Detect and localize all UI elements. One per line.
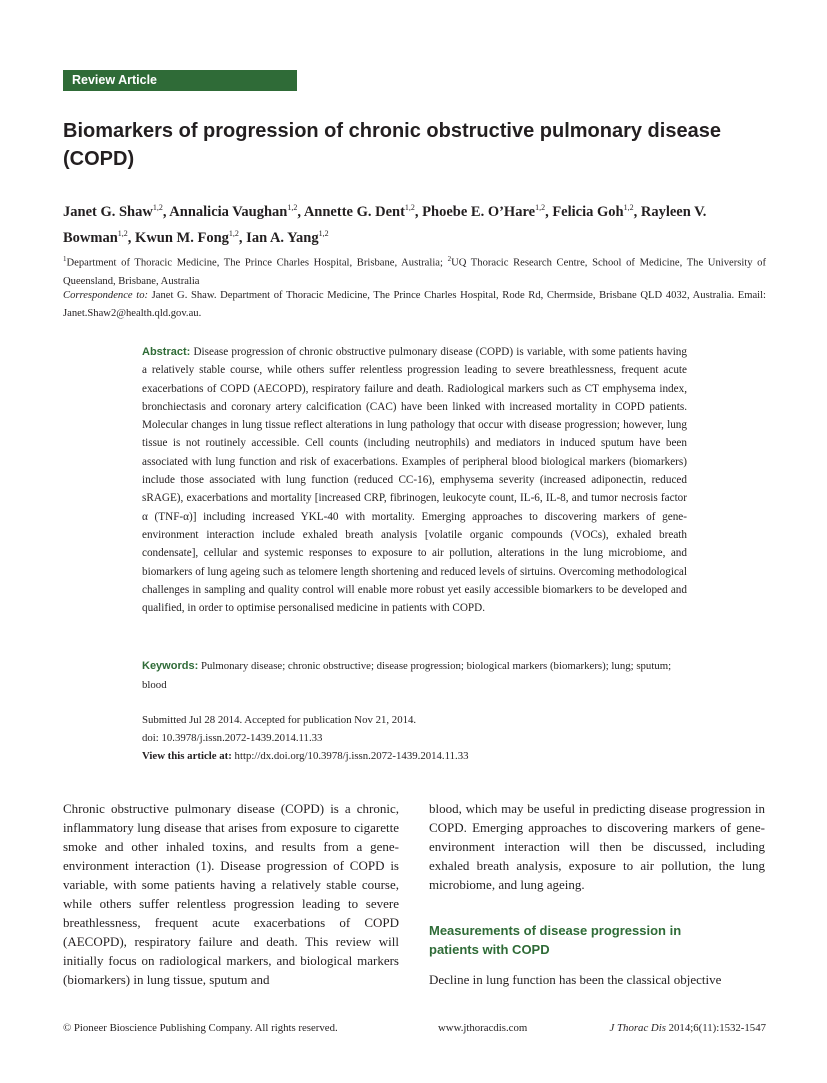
author-name: Annalicia Vaughan <box>169 203 288 220</box>
abstract <box>142 343 687 617</box>
view-article-label: View this article at: <box>142 750 232 762</box>
affiliation-2: UQ Thoracic Research Centre, School of Medicine, The University of Queensland, Brisbane, Australia <box>63 257 766 287</box>
author-name: Annette G. Dent <box>303 203 405 220</box>
keywords-label: Keywords: <box>142 660 199 672</box>
correspondence-label: Correspondence to: <box>63 290 149 301</box>
footer-journal-url[interactable]: www.jthoracdis.com <box>438 1022 528 1034</box>
abstract-label: Abstract: <box>142 346 191 358</box>
footer-citation <box>610 1021 766 1035</box>
keywords-text: Pulmonary disease; chronic obstructive; disease progression; biological markers (biomarkers); lung; sputum; blood <box>142 660 672 691</box>
abstract-text: Disease progression of chronic obstructive pulmonary disease (COPD) is variable, with some patients having a relatively stable course, while others suffer relentless progression leading to severe breathlessness, frequent acute exacerbations of COPD (AECOPD), respiratory failure and death. Radiological markers such as CT emphysema index, bronchiectasis and coronary artery calcification (CAC) have been linked with increased mortality in COPD patients. Molecular changes in lung tissue reflect alterations in lung pathology that occur with disease progression; however, lung tissue is not routinely accessible. Cell counts (including neutrophils) and mediators in induced sputum have been associated with lung function and risk of exacerbations. Examples of peripheral blood biological markers (biomarkers) include those associated with lung function (reduced CC-16), emphysema severity (increased adiponectin, reduced sRAGE), exacerbations and mortality [increased CRP, fibrinogen, leukocyte count, IL-6, IL-8, and tumor necrosis factor α (TNF-α)] including increased YKL-40 with mortality. Emerging approaches to discovering markers of gene-environment interaction include exhaled breath analysis [volatile organic compounds (VOCs), exhaled breath condensate], cellular and systemic responses to exposure to air pollution, alterations in the lung microbiome, and biomarkers of lung ageing such as telomere length shortening and reduced levels of sirtuins. Overcoming methodological challenges in sampling and quality control will enable more robust yet easily accessible biomarkers to be developed and qualified, in order to optimise personalised medicine in patients with COPD. <box>142 346 687 615</box>
author-affiliation-sup: 1,2 <box>152 203 163 212</box>
author-separator: , <box>162 203 170 220</box>
footer-copyright: © Pioneer Bioscience Publishing Company. All rights reserved. <box>63 1022 338 1034</box>
body-text-right-continued: Decline in lung function has been the classical objective <box>429 972 722 987</box>
footer-journal-name: J Thorac Dis <box>609 1022 666 1034</box>
author-name: Ian A. Yang <box>246 229 319 246</box>
author-separator: , <box>545 203 553 220</box>
affiliation-sup-2: 2 <box>447 255 452 263</box>
author-name: Phoebe E. O’Hare <box>422 203 536 220</box>
affiliations <box>63 250 766 291</box>
submission-dates: Submitted Jul 28 2014. Accepted for publication Nov 21, 2014. <box>142 714 417 726</box>
affiliation-sup-1: 1 <box>63 255 67 263</box>
article-title: Biomarkers of progression of chronic obstructive pulmonary disease (COPD) <box>63 120 721 170</box>
author-affiliation-sup: 1,2 <box>535 203 546 212</box>
article-type-banner: Review Article <box>63 70 297 91</box>
author-affiliation-sup: 1,2 <box>287 203 298 212</box>
body-text-left: Chronic obstructive pulmonary disease (COPD) is a chronic, inflammatory lung disease that arises from exposure to cigarette smoke and other inhaled toxins, and results from a gene-environment interaction (1). Disease progression of COPD is variable, with some patients having a relatively stable course, while others suffer relentless progression leading to severe breathlessness, frequent acute exacerbations of COPD (AECOPD), respiratory failure and death. This review will initially focus on radiological markers, and biological markers (biomarkers) in lung tissue, sputum and <box>63 801 399 987</box>
author-name: Kwun M. Fong <box>135 229 229 246</box>
author-affiliation-sup: 1,2 <box>318 228 329 238</box>
author-affiliation-sup: 1,2 <box>117 228 128 238</box>
doi: doi: 10.3978/j.issn.2072-1439.2014.11.33 <box>142 732 323 744</box>
author-name: Rayleen V. Bowman <box>63 203 707 246</box>
view-article <box>142 747 469 765</box>
body-text-right: blood, which may be useful in predicting disease progression in COPD. Emerging approaches to discovering markers of gene-environment interaction will then be discussed, including exhaled breath analysis, exposure to air pollution, the lung microbiome, and lung ageing. <box>429 801 765 892</box>
author-separator: , <box>127 229 136 246</box>
author-name: Janet G. Shaw <box>63 203 153 220</box>
affiliation-1: Department of Thoracic Medicine, The Prince Charles Hospital, Brisbane, Australia; <box>66 257 448 269</box>
footer-volume: 2014;6(11):1532-1547 <box>665 1022 766 1034</box>
author-name: Felicia Goh <box>552 203 624 220</box>
author-affiliation-sup: 1,2 <box>623 203 634 212</box>
author-affiliation-sup: 1,2 <box>228 228 239 238</box>
author-separator: , <box>414 203 423 220</box>
author-list <box>63 197 773 249</box>
author-separator: , <box>633 203 641 220</box>
author-affiliation-sup: 1,2 <box>404 203 415 212</box>
article-url-link[interactable]: http://dx.doi.org/10.3978/j.issn.2072-1439.2014.11.33 <box>231 750 469 762</box>
correspondence <box>63 287 766 323</box>
correspondence-text: Janet G. Shaw. Department of Thoracic Medicine, The Prince Charles Hospital, Rode Rd, Chermside, Brisbane QLD 4032, Australia. Email: Janet.Shaw2@health.qld.gov.au. <box>63 290 766 319</box>
author-separator: , <box>238 229 247 246</box>
author-separator: , <box>297 203 304 220</box>
keywords <box>142 657 687 694</box>
section-heading: Measurements of disease progression in patients with COPD <box>429 923 682 957</box>
